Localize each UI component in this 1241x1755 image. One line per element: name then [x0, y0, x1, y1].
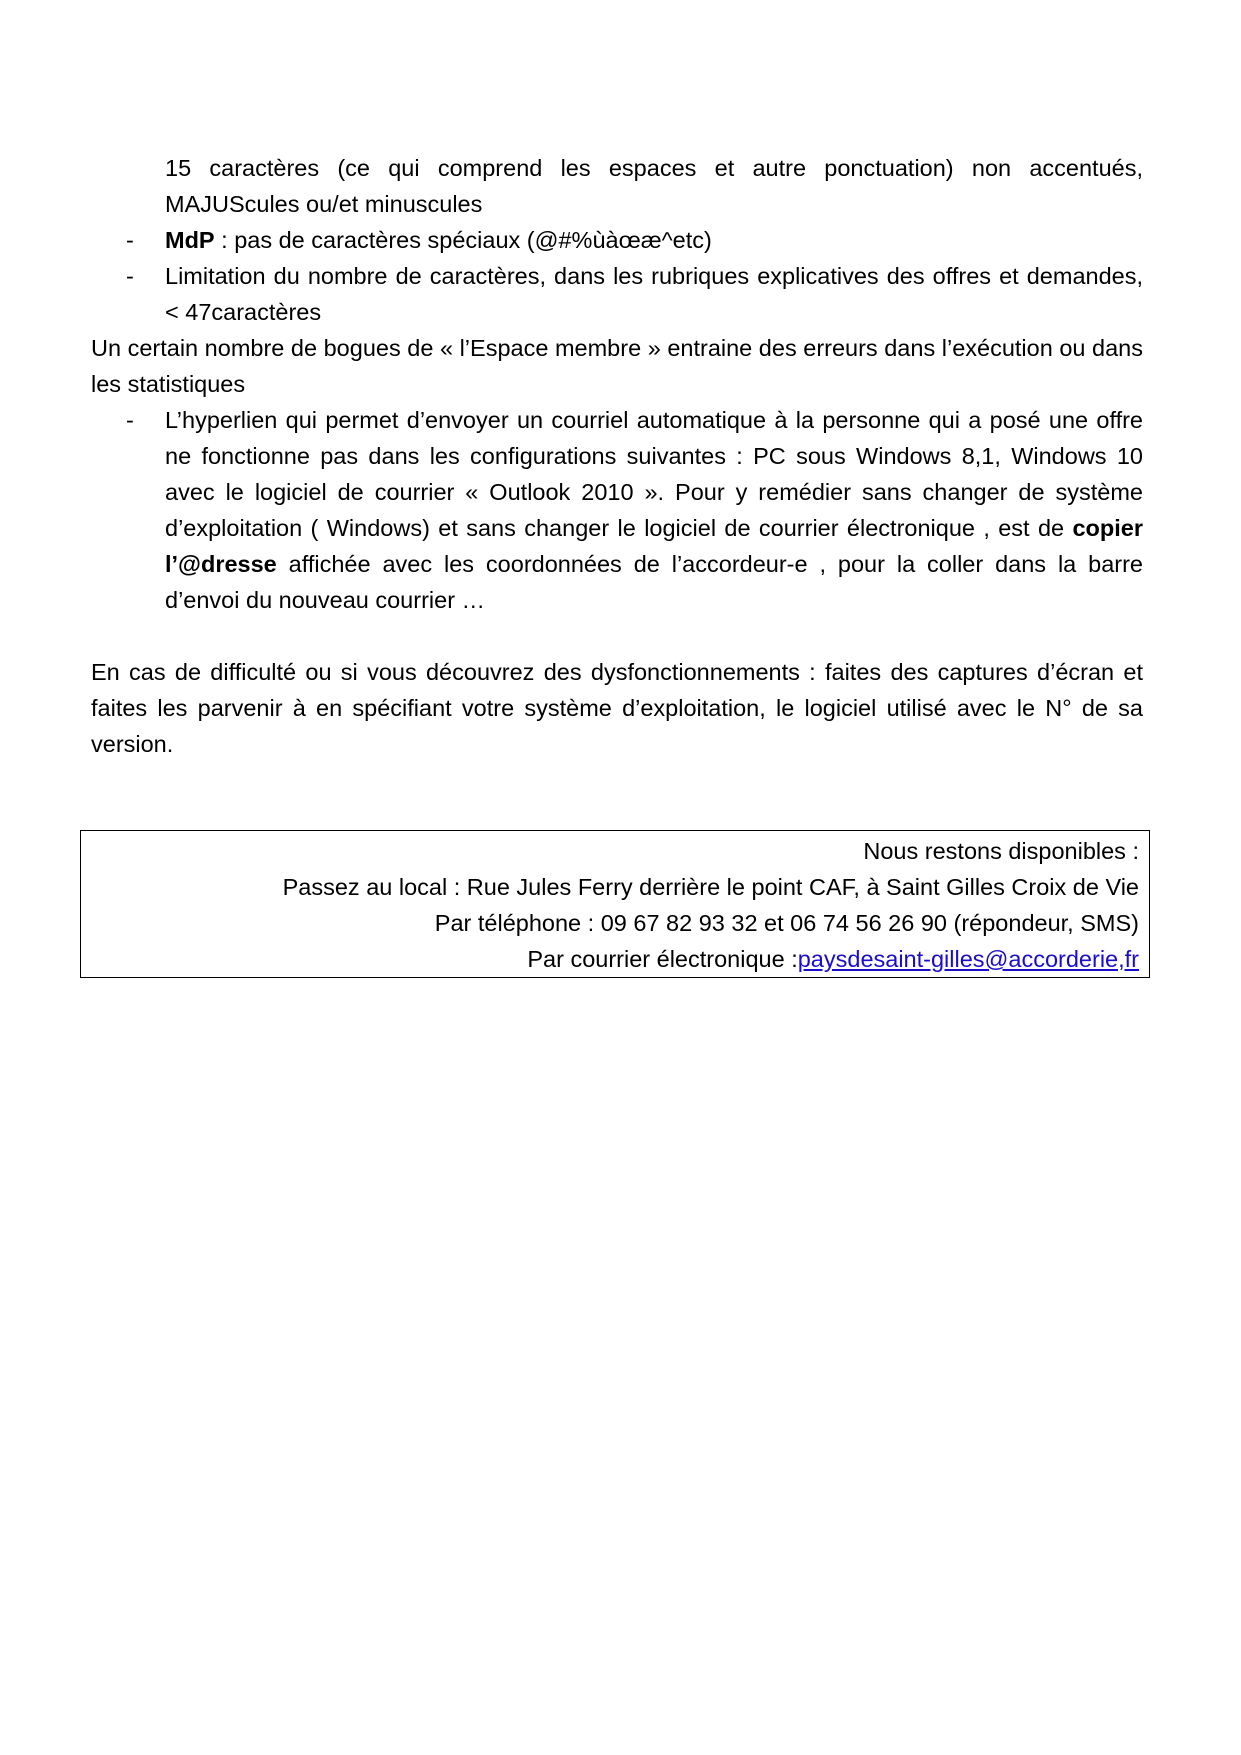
contact-local: Passez au local : Rue Jules Ferry derrière le point CAF, à Saint Gilles Croix de Vie: [282, 874, 1139, 900]
list-item-hyperlien: [91, 402, 1143, 618]
mdp-label: MdP: [165, 227, 215, 253]
list-item-mdp: [91, 222, 1143, 258]
continued-paragraph: 15 caractères (ce qui comprend les espaces et autre ponctuation) non accentués, MAJUScules ou/et minuscules: [165, 155, 1143, 217]
bogues-paragraph: Un certain nombre de bogues de « l’Espace membre » entraine des erreurs dans l’exécution ou dans les statistiques: [91, 335, 1143, 397]
contact-email-line: [91, 941, 1139, 977]
email-link[interactable]: paysdesaint-gilles@accorderie,fr: [797, 946, 1139, 972]
contact-email-label: Par courrier électronique :: [527, 946, 798, 972]
contact-heading: Nous restons disponibles :: [863, 838, 1139, 864]
mdp-text: : pas de caractères spéciaux (@#%ùàœæ^etc): [214, 227, 712, 253]
limitation-text: Limitation du nombre de caractères, dans les rubriques explicatives des offres et demandes, < 47caractères: [165, 263, 1143, 325]
copier-adresse-emphasis: copier l’@dresse: [165, 515, 1143, 577]
contact-box: [80, 830, 1150, 978]
bullet-dash: -: [126, 227, 134, 253]
contact-phone: Par téléphone : 09 67 82 93 32 et 06 74 56 26 90 (répondeur, SMS): [434, 910, 1139, 936]
hyperlien-text-1: L’hyperlien qui permet d’envoyer un courriel automatique à la personne qui a posé une offre ne fonctionne pas dans les configurations suivantes : PC sous Windows 8,1, Windows 10 avec le logiciel de courrier « Outlook 2010 ». Pour y remédier sans changer de système d’exploitation ( Windows) et sans changer le logiciel de courrier électronique , est de: [165, 407, 1143, 541]
hyperlien-text-2: affichée avec les coordonnées de l’accordeur-e , pour la coller dans la barre d’envoi du nouveau courrier …: [165, 551, 1143, 613]
paragraph-spacer: [91, 618, 1143, 654]
bullet-dash: -: [126, 407, 134, 433]
difficulte-paragraph: En cas de difficulté ou si vous découvrez des dysfonctionnements : faites des captures d’écran et faites les parvenir à en spécifiant votre système d’exploitation, le logiciel utilisé avec le N° de sa version.: [91, 659, 1143, 757]
document-body: [91, 150, 1143, 762]
list-item-limitation: [91, 258, 1143, 330]
bullet-dash: -: [126, 263, 134, 289]
